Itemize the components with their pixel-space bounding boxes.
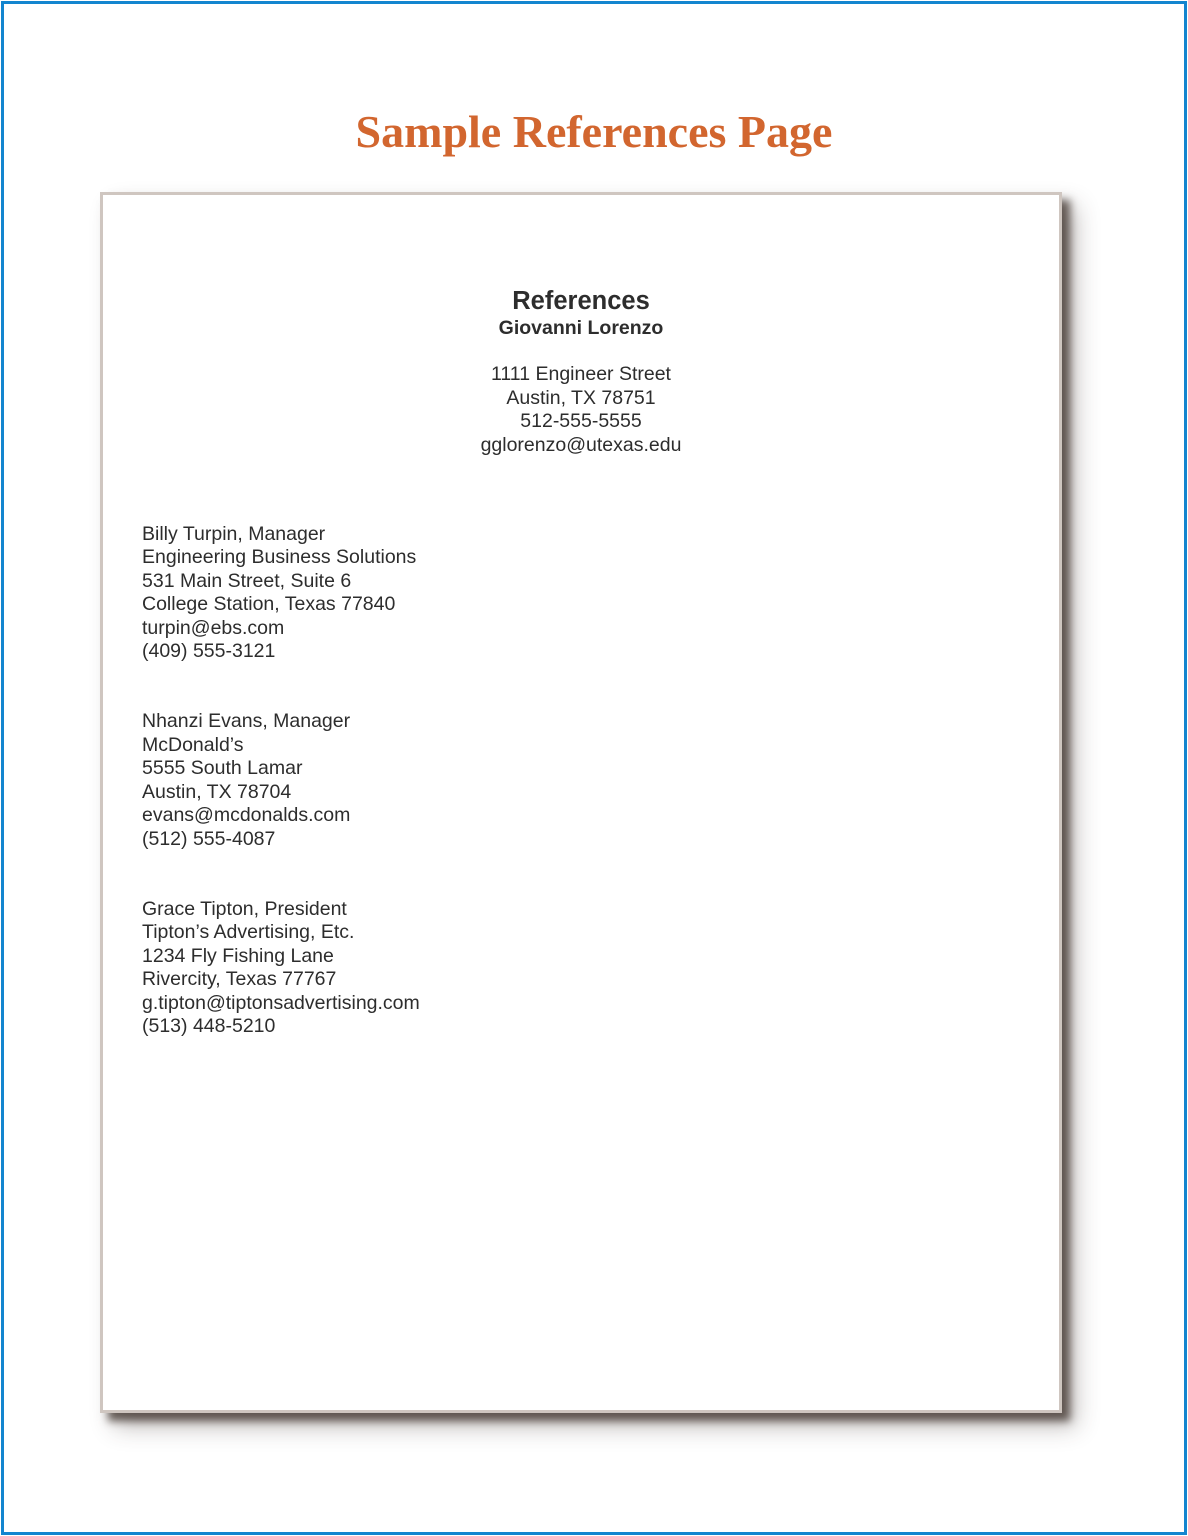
reference-entries [142,523,1059,1038]
contact-email: gglorenzo@utexas.edu [480,433,682,456]
reference-entry [142,710,1059,850]
document-header [103,195,1059,457]
contact-block [103,363,1059,457]
candidate-name: Giovanni Lorenzo [498,317,664,339]
reference-name-title: Nhanzi Evans, Manager [142,710,351,733]
reference-phone: (512) 555-4087 [142,827,276,850]
reference-name-title: Billy Turpin, Manager [142,523,326,546]
reference-phone: (409) 555-3121 [142,640,276,663]
reference-name-title: Grace Tipton, President [142,897,347,920]
reference-email: g.tipton@tiptonsadvertising.com [142,991,420,1014]
contact-street: 1111 Engineer Street [491,363,671,386]
reference-city-state-zip: Rivercity, Texas 77767 [142,968,337,991]
reference-street: 1234 Fly Fishing Lane [142,944,334,967]
page-title: Sample References Page [355,106,833,157]
reference-street: 531 Main Street, Suite 6 [142,569,352,592]
reference-city-state-zip: Austin, TX 78704 [142,780,292,803]
reference-company: Engineering Business Solutions [142,546,417,569]
reference-company: Tipton’s Advertising, Etc. [142,921,355,944]
reference-entry [142,523,1059,663]
references-document-page [100,192,1062,1413]
reference-phone: (513) 448-5210 [142,1014,276,1037]
reference-email: turpin@ebs.com [142,616,285,639]
reference-street: 5555 South Lamar [142,757,303,780]
contact-city-state-zip: Austin, TX 78751 [506,386,656,409]
reference-company: McDonald’s [142,733,244,756]
reference-city-state-zip: College Station, Texas 77840 [142,593,396,616]
reference-email: evans@mcdonalds.com [142,804,351,827]
references-heading: References [512,287,650,315]
reference-entry [142,898,1059,1038]
contact-phone: 512-555-5555 [520,410,642,433]
